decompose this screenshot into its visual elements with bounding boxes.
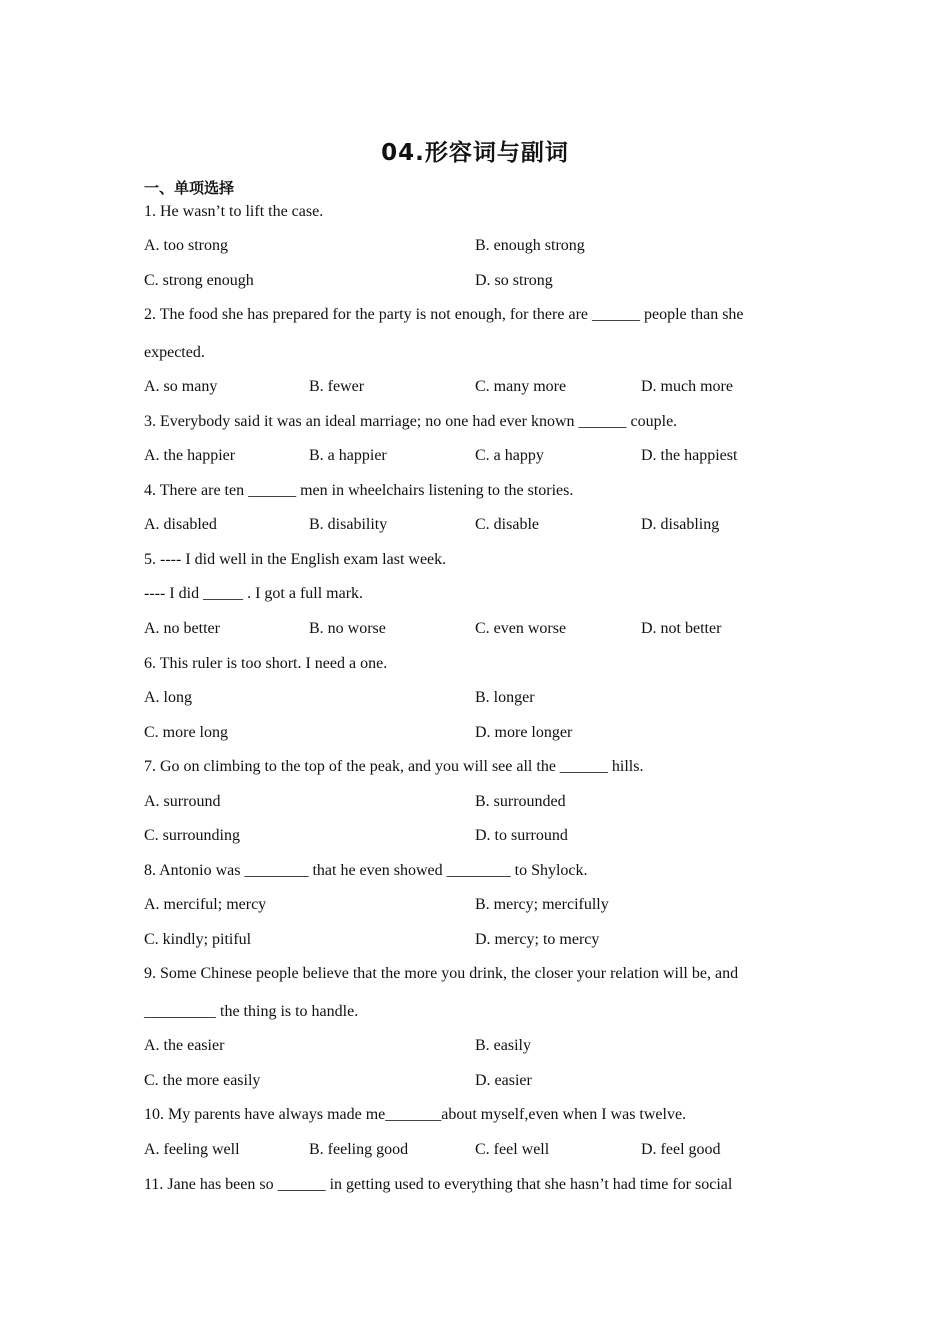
question-1-text: 1. He wasn’t to lift the case. [144,203,324,220]
question-5-option-c[interactable]: C. even worse [475,620,567,637]
question-1-option-c[interactable]: C. strong enough [144,272,254,289]
question-6-text: 6. This ruler is too short. I need a one. [144,655,388,672]
question-9-option-a[interactable]: A. the easier [144,1037,225,1054]
question-6-option-d[interactable]: D. more longer [475,724,573,741]
question-7-text: 7. Go on climbing to the top of the peak, and you will see all the ______ hills. [144,758,644,775]
question-10-option-c[interactable]: C. feel well [475,1141,550,1158]
question-4-option-d[interactable]: D. disabling [641,516,720,533]
question-7-option-a[interactable]: A. surround [144,793,221,810]
question-9-option-c[interactable]: C. the more easily [144,1072,261,1089]
question-10-option-a[interactable]: A. feeling well [144,1141,240,1158]
question-3-text: 3. Everybody said it was an ideal marriage; no one had ever known ______ couple. [144,413,678,430]
question-2-text: 2. The food she has prepared for the party is not enough, for there are ______ people than she [144,306,744,323]
question-2-option-a[interactable]: A. so many [144,378,218,395]
question-11-text: 11. Jane has been so ______ in getting used to everything that she hasn’t had time for social [144,1176,733,1193]
question-5-option-b[interactable]: B. no worse [309,620,386,637]
question-8-text: 8. Antonio was ________ that he even showed ________ to Shylock. [144,862,588,879]
question-1-option-a[interactable]: A. too strong [144,237,228,254]
question-5-text-cont: ---- I did _____ . I got a full mark. [144,585,364,602]
section-heading: 一、单项选择 [144,179,235,197]
question-8-option-d[interactable]: D. mercy; to mercy [475,931,600,948]
question-8-option-c[interactable]: C. kindly; pitiful [144,931,252,948]
question-5-option-d[interactable]: D. not better [641,620,722,637]
question-2-option-d[interactable]: D. much more [641,378,733,395]
question-9-option-b[interactable]: B. easily [475,1037,531,1054]
question-2-option-b[interactable]: B. fewer [309,378,365,395]
question-9-text-cont: _________ the thing is to handle. [144,1003,359,1020]
question-6-option-a[interactable]: A. long [144,689,192,706]
question-3-option-c[interactable]: C. a happy [475,447,544,464]
question-6-option-c[interactable]: C. more long [144,724,228,741]
question-10-option-d[interactable]: D. feel good [641,1141,721,1158]
question-2-text-cont: expected. [144,344,205,361]
question-9-option-d[interactable]: D. easier [475,1072,532,1089]
question-1-option-d[interactable]: D. so strong [475,272,553,289]
question-1-option-b[interactable]: B. enough strong [475,237,585,254]
question-5-option-a[interactable]: A. no better [144,620,220,637]
question-7-option-c[interactable]: C. surrounding [144,827,240,844]
question-5-text: 5. ---- I did well in the English exam last week. [144,551,447,568]
question-4-option-c[interactable]: C. disable [475,516,539,533]
question-4-option-b[interactable]: B. disability [309,516,388,533]
question-6-option-b[interactable]: B. longer [475,689,535,706]
question-10-text: 10. My parents have always made me_______about myself,even when I was twelve. [144,1106,687,1123]
question-4-option-a[interactable]: A. disabled [144,516,217,533]
question-9-text: 9. Some Chinese people believe that the more you drink, the closer your relation will be, and [144,965,739,982]
question-8-option-b[interactable]: B. mercy; mercifully [475,896,609,913]
question-4-text: 4. There are ten ______ men in wheelchairs listening to the stories. [144,482,574,499]
question-3-option-b[interactable]: B. a happier [309,447,387,464]
question-3-option-d[interactable]: D. the happiest [641,447,738,464]
question-2-option-c[interactable]: C. many more [475,378,567,395]
question-7-option-b[interactable]: B. surrounded [475,793,566,810]
question-10-option-b[interactable]: B. feeling good [309,1141,409,1158]
question-8-option-a[interactable]: A. merciful; mercy [144,896,267,913]
question-7-option-d[interactable]: D. to surround [475,827,568,844]
page-title: 04.形容词与副词 [381,140,569,166]
question-3-option-a[interactable]: A. the happier [144,447,236,464]
